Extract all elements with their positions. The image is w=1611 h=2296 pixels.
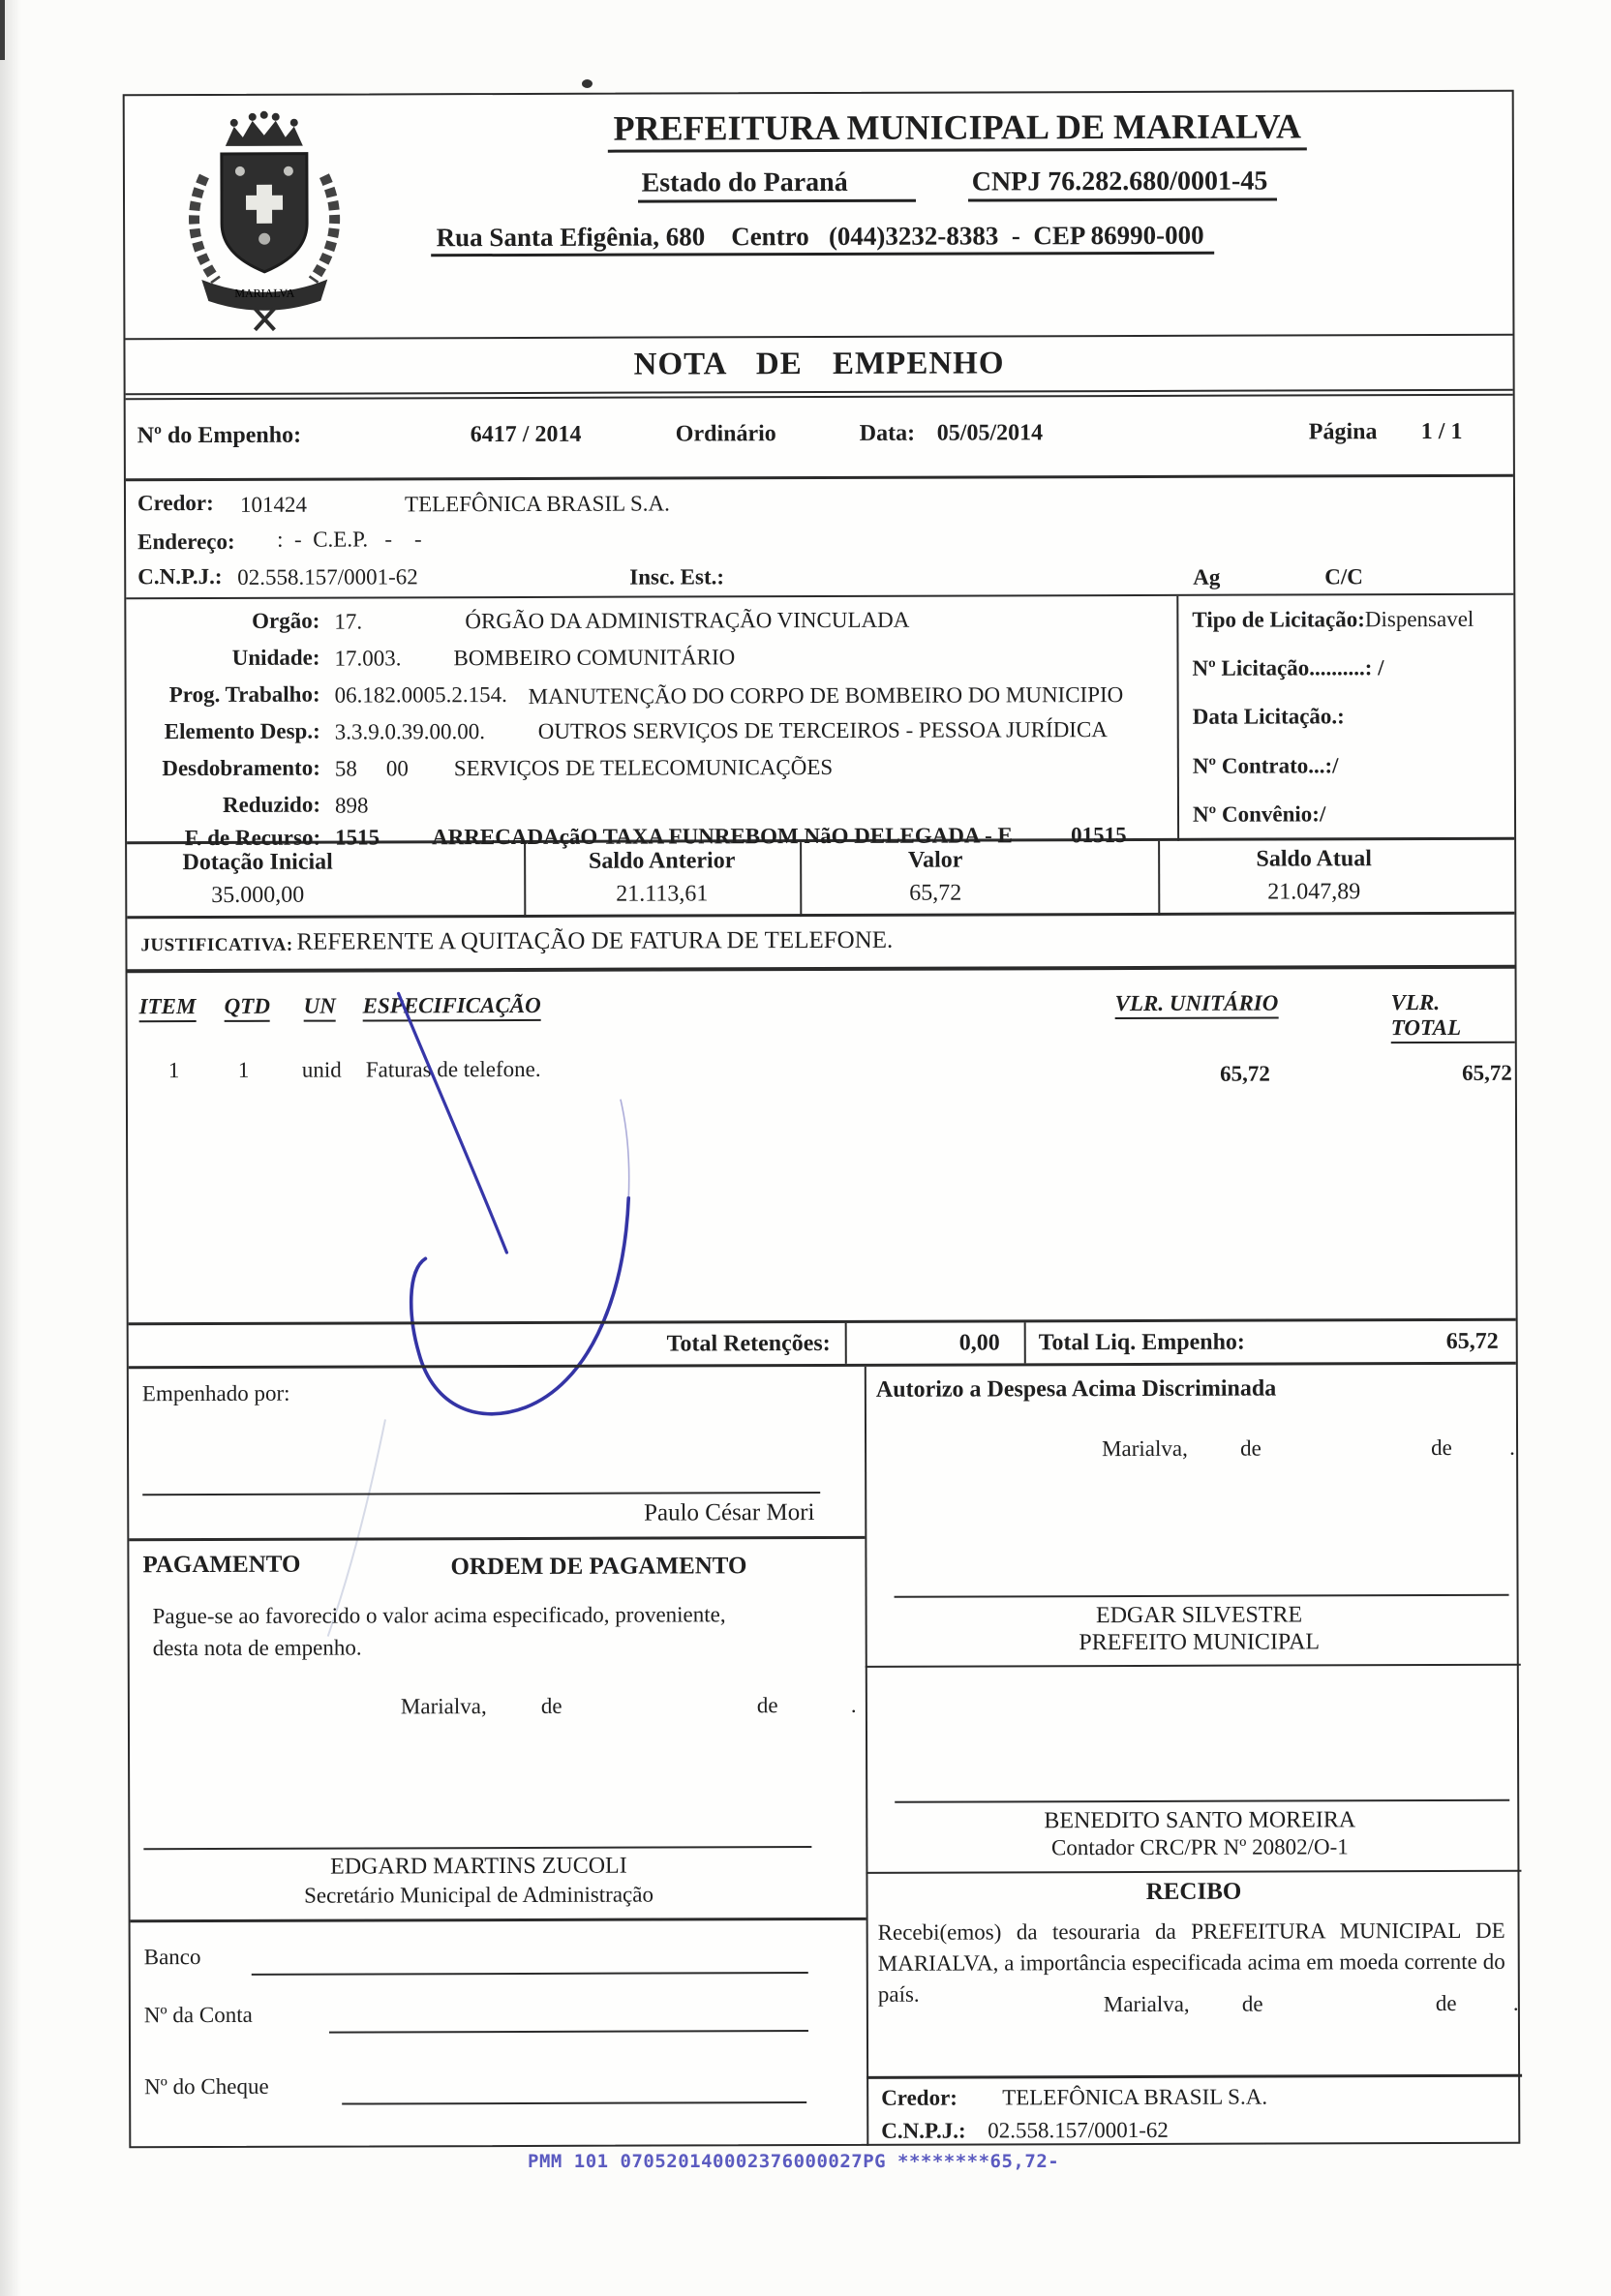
recibo-cnpj-value: 02.558.157/0001-62 — [988, 2117, 1169, 2143]
prog-trabalho-code: 06.182.0005.2.154. — [334, 682, 507, 708]
header-cnpj: CNPJ 76.282.680/0001-45 — [968, 166, 1278, 202]
secretario-signer-name: EDGARD MARTINS ZUCOLI — [330, 1853, 627, 1880]
prefeito-signature-line — [895, 1594, 1509, 1598]
empenhado-por-label: Empenhado por: — [141, 1380, 290, 1406]
items-col-qtd: QTD — [225, 994, 270, 1022]
item-vlr-unitario: 65,72 — [1220, 1061, 1270, 1086]
item-vlr-total: 65,72 — [1462, 1060, 1512, 1085]
f-recurso-label: F. de Recurso: — [184, 825, 321, 851]
dotacao-inicial-header: Dotação Inicial — [182, 849, 333, 876]
total-liq-empenho-label: Total Liq. Empenho: — [1038, 1329, 1245, 1356]
banco-label: Banco — [143, 1945, 201, 1970]
creditor-name: TELEFÔNICA BRASIL S.A. — [404, 491, 670, 517]
header-state-cnpj-line — [415, 166, 1500, 200]
autorizo-title: Autorizo a Despesa Acima Discriminada — [875, 1375, 1277, 1403]
pagamento-city: Marialva, — [400, 1694, 487, 1719]
orgao-desc: ÓRGÃO DA ADMINISTRAÇÃO VINCULADA — [465, 607, 910, 634]
f-recurso-desc: ARRECADAçãO TAXA FUNREBOM NãO DELEGADA - E — [432, 823, 1013, 850]
f-recurso-extra-code: 01515 — [1071, 823, 1127, 848]
empenho-number-value: 6417 / 2014 — [470, 421, 582, 448]
autorizo-city: Marialva, — [1102, 1435, 1188, 1462]
empenho-number-label: Nº do Empenho: — [137, 422, 302, 449]
saldo-anterior-value: 21.113,61 — [616, 881, 709, 907]
recibo-de2: de — [1435, 1990, 1457, 2016]
desdobramento-code2: 00 — [385, 756, 409, 781]
empenho-row — [126, 396, 1513, 482]
cheque-label: Nº do Cheque — [144, 2073, 269, 2100]
pagamento-de2: de — [756, 1693, 778, 1718]
prog-trabalho-label: Prog. Trabalho: — [168, 681, 320, 708]
unidade-label: Unidade: — [231, 645, 320, 670]
num-licitacao-row: Nº Licitação..........: / — [1192, 655, 1384, 680]
unidade-desc: BOMBEIRO COMUNITÁRIO — [453, 645, 736, 671]
pagamento-dot: . — [850, 1692, 857, 1717]
items-col-un: UN — [304, 994, 336, 1022]
banco-fill-line — [252, 1972, 808, 1976]
contador-box-bottom-border — [866, 1870, 1521, 1874]
items-col-vlr-total: VLR. TOTAL — [1391, 990, 1515, 1043]
recibo-cnpj-label: C.N.P.J.: — [881, 2118, 966, 2143]
bottom-column-divider — [865, 1367, 869, 2146]
saldo-atual-header: Saldo Atual — [1256, 846, 1372, 872]
conta-label: Nº da Conta — [143, 2002, 253, 2028]
contador-signer-name: BENEDITO SANTO MOREIRA — [1044, 1807, 1356, 1834]
unidade-code: 17.003. — [334, 646, 402, 671]
recibo-credor-value: TELEFÔNICA BRASIL S.A. — [1002, 2084, 1268, 2110]
valor-header: Valor — [907, 847, 963, 873]
dot-matrix-footer-line: PMM 101 070520140002376000027PG ********65,72- — [528, 2151, 1060, 2172]
totals-band — [129, 1318, 1516, 1370]
page-value: 1 / 1 — [1420, 418, 1463, 445]
page-label: Página — [1308, 419, 1378, 445]
justification-row — [127, 915, 1514, 974]
desdobramento-desc: SERVIÇOS DE TELECOMUNICAÇÕES — [453, 754, 834, 781]
item-qtd: 1 — [237, 1057, 250, 1082]
amounts-table — [127, 840, 1514, 920]
reduzido-code: 898 — [334, 793, 369, 818]
orgao-label: Orgão: — [252, 608, 320, 633]
prefeito-signer-role: PREFEITO MUNICIPAL — [1079, 1629, 1321, 1656]
recibo-de1: de — [1241, 1991, 1263, 2016]
num-contrato-row: Nº Contrato...:/ — [1192, 753, 1339, 778]
prog-trabalho-desc: MANUTENÇÃO DO CORPO DE BOMBEIRO DO MUNICIPIO — [528, 682, 1124, 709]
creditor-cnpj-value: 02.558.157/0001-62 — [237, 564, 418, 589]
autorizo-dot: . — [1509, 1435, 1515, 1460]
empenhado-signer-name: Paulo César Mori — [644, 1499, 815, 1526]
prefeito-signer-name: EDGAR SILVESTRE — [1095, 1602, 1303, 1629]
empenhado-signature-line — [142, 1492, 820, 1495]
prefeitura-title-text: PREFEITURA MUNICIPAL DE MARIALVA — [608, 106, 1308, 152]
f-recurso-code: 1515 — [335, 825, 380, 850]
scan-streak — [0, 0, 21, 2296]
municipal-coat-of-arms-logo — [148, 103, 381, 332]
autorizo-de2: de — [1431, 1435, 1452, 1461]
nota-de-empenho-form — [123, 90, 1521, 2149]
creditor-cnpj-label: C.N.P.J.: — [137, 563, 223, 589]
num-convenio-row: Nº Convênio:/ — [1192, 801, 1326, 827]
cheque-fill-line — [342, 2101, 806, 2105]
prefeitura-title — [415, 106, 1500, 150]
creditor-address-value: : - C.E.P. - - — [277, 527, 422, 552]
autorizo-de1: de — [1240, 1435, 1261, 1461]
budget-block — [126, 595, 1514, 851]
banco-box-top-border — [131, 1918, 866, 1922]
items-col-especificacao: ESPECIFICAÇÃO — [363, 993, 541, 1022]
reduzido-label: Reduzido: — [222, 792, 321, 817]
justification-label: JUSTIFICATIVA: — [140, 934, 293, 956]
pagamento-box-top-border — [129, 1536, 865, 1541]
creditor-label: Credor: — [137, 490, 214, 516]
tipo-licitacao-value: Dispensavel — [1364, 606, 1474, 632]
empenho-date-value: 05/05/2014 — [936, 420, 1044, 446]
secretario-signature-line — [143, 1846, 811, 1850]
doc-title: NOTA DE EMPENHO — [633, 346, 1005, 382]
total-retencoes-label: Total Retenções: — [666, 1330, 831, 1357]
creditor-block — [126, 477, 1513, 600]
scan-speck — [582, 79, 593, 88]
item-number: 1 — [167, 1058, 180, 1083]
pagamento-text: Pague-se ao favorecido o valor acima especificado, proveniente, desta nota de empenho. — [152, 1602, 726, 1661]
recibo-credor-top-border — [866, 2074, 1522, 2079]
items-table — [128, 969, 1516, 1322]
total-retencoes-value: 0,00 — [958, 1330, 1000, 1356]
pagamento-title: PAGAMENTO — [142, 1551, 301, 1579]
address-text: Rua Santa Efigênia, 680 Centro (044)3232-8383 - CEP 86990-000 — [431, 221, 1214, 257]
tipo-licitacao-label: Tipo de Licitação: — [1192, 607, 1365, 632]
recibo-title: RECIBO — [1145, 1878, 1242, 1905]
recibo-text: Recebi(emos) da tesouraria da PREFEITURA MUNICIPAL DE MARIALVA, a importância especificada acima em moeda corrente do país. — [877, 1918, 1505, 2008]
justification-text: REFERENTE A QUITAÇÃO DE FATURA DE TELEFONE. — [296, 926, 894, 955]
elemento-desp-desc: OUTROS SERVIÇOS DE TERCEIROS - PESSOA JURÍDICA — [537, 717, 1108, 743]
conta-fill-line — [329, 2030, 808, 2034]
header-address-line — [222, 220, 1422, 254]
saldo-atual-value: 21.047,89 — [1267, 879, 1361, 905]
secretario-signer-role: Secretário Municipal de Administração — [304, 1882, 654, 1908]
autorizo-box-bottom-border — [866, 1664, 1521, 1668]
creditor-code: 101424 — [239, 492, 308, 517]
dotacao-inicial-value: 35.000,00 — [211, 882, 305, 908]
desdobramento-label: Desdobramento: — [162, 755, 320, 781]
recibo-city: Marialva, — [1103, 1991, 1190, 2017]
total-liq-empenho-value: 65,72 — [1445, 1328, 1499, 1354]
elemento-desp-label: Elemento Desp.: — [164, 718, 320, 744]
elemento-desp-code: 3.3.9.0.39.00.00. — [334, 719, 486, 744]
items-col-item: ITEM — [139, 994, 197, 1022]
contador-signature-line — [895, 1799, 1509, 1803]
empenho-date-label: Data: — [859, 420, 916, 446]
valor-value: 65,72 — [909, 880, 962, 906]
recibo-dot: . — [1512, 1990, 1519, 2015]
cc-label: C/C — [1324, 564, 1363, 589]
saldo-anterior-header: Saldo Anterior — [588, 848, 736, 874]
item-spec: Faturas de telefone. — [365, 1056, 541, 1082]
creditor-address-label: Endereço: — [137, 529, 235, 555]
data-licitacao-row: Data Licitação.: — [1192, 704, 1345, 729]
orgao-code: 17. — [334, 609, 363, 634]
doc-title-band — [125, 334, 1512, 401]
ordem-pagamento-title: ORDEM DE PAGAMENTO — [450, 1553, 747, 1581]
empenho-kind: Ordinário — [675, 421, 776, 447]
recibo-credor-label: Credor: — [881, 2085, 957, 2110]
state-label: Estado do Paraná — [638, 167, 916, 203]
insc-est-label: Insc. Est.: — [629, 564, 725, 589]
ag-label: Ag — [1193, 564, 1221, 589]
desdobramento-code: 58 — [334, 756, 357, 781]
contador-signer-role: Contador CRC/PR Nº 20802/O-1 — [1050, 1834, 1349, 1860]
licitacao-box — [1176, 595, 1518, 841]
svg-text:MARIALVA: MARIALVA — [234, 286, 295, 300]
coat-of-arms-icon — [148, 103, 381, 332]
items-col-vlr-unitario: VLR. UNITÁRIO — [1115, 991, 1279, 1020]
pagamento-de1: de — [540, 1693, 562, 1718]
totals-divider — [1024, 1322, 1026, 1363]
item-un: unid — [301, 1057, 342, 1082]
tipo-licitacao-row — [1192, 607, 1474, 633]
